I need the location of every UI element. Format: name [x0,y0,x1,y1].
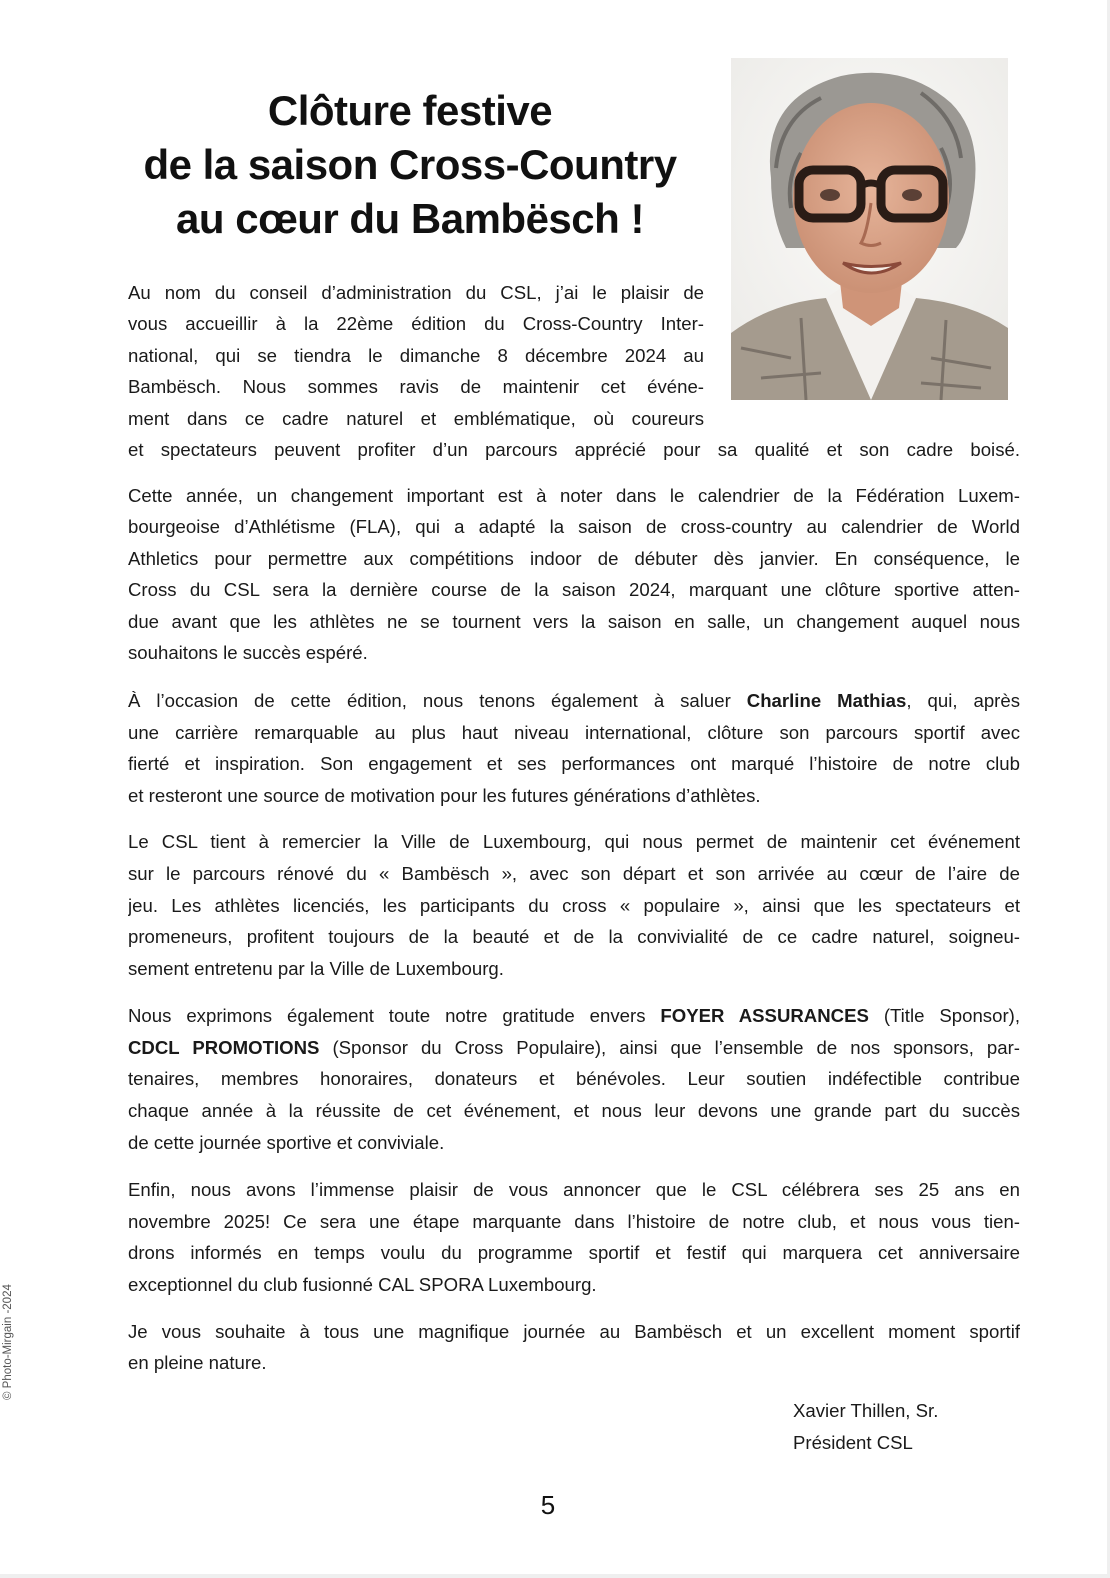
sponsor-name: CDCL PROMOTIONS [128,1037,320,1058]
paragraph-4-line: sur le parcours rénové du « Bambësch », avec son départ et son arrivée au cœur de l’aire de [128,863,1020,884]
paragraph-3-line: et resteront une source de motivation pour les futures générations d’athlètes. [128,785,761,806]
paragraph-5-line: de cette journée sportive et conviviale. [128,1132,445,1153]
text: (Sponsor du Cross Populaire), ainsi que l’ensemble de nos sponsors, par- [319,1037,1020,1058]
paragraph-1-line: Au nom du conseil d’administration du CSL, j’ai le plaisir de [128,282,704,303]
paragraph-1-line: vous accueillir à la 22ème édition du Cross-Country Inter- [128,313,704,334]
sponsor-name: FOYER ASSURANCES [660,1005,869,1026]
paragraph-7-line: en pleine nature. [128,1352,267,1373]
paragraph-6-line: drons informés en temps voulu du programme sportif et festif qui marquera cet anniversaire [128,1242,1020,1263]
paragraph-5-line: tenaires, membres honoraires, donateurs et bénévoles. Leur soutien indéfectible contribue [128,1068,1020,1089]
paragraph-4-line: sement entretenu par la Ville de Luxembourg. [128,958,504,979]
portrait-illustration [731,58,1008,400]
paragraph-4-line: jeu. Les athlètes licenciés, les participants du cross « populaire », ainsi que les spectateurs et [128,895,1020,916]
paragraph-2-line: Cette année, un changement important est à noter dans le calendrier de la Fédération Luxem- [128,485,1020,506]
photo-credit: © Photo-Mirgain -2024 [2,1284,14,1400]
paragraph-6-line: Enfin, nous avons l’immense plaisir de vous annoncer que le CSL célébrera ses 25 ans en [128,1179,1020,1200]
text: , qui, après [906,690,1020,711]
signature-name: Xavier Thillen, Sr. [793,1400,939,1421]
title-line: Clôture festive [267,87,553,134]
page-title [110,84,710,246]
paragraph-5-line [128,1033,1020,1063]
page-number: 5 [540,1490,556,1520]
paragraph-1-line: national, qui se tiendra le dimanche 8 décembre 2024 au [128,345,704,366]
paragraph-4-line: Le CSL tient à remercier la Ville de Luxembourg, qui nous permet de maintenir cet événement [128,831,1020,852]
athlete-name: Charline Mathias [746,690,907,711]
paragraph-2-line: souhaitons le succès espéré. [128,642,368,663]
paragraph-1-line: et spectateurs peuvent profiter d’un parcours apprécié pour sa qualité et son cadre boisé. [128,439,1020,460]
paragraph-7-line: Je vous souhaite à tous une magnifique journée au Bambësch et un excellent moment sportif [128,1321,1020,1342]
text: À l’occasion de cette édition, nous tenons également à saluer [128,690,747,711]
paragraph-2-line: due avant que les athlètes ne se tournent vers la saison en salle, un changement auquel nous [128,611,1020,632]
paragraph-1-line: Bambësch. Nous sommes ravis de maintenir cet événe- [128,376,704,397]
text: (Title Sponsor), [868,1005,1020,1026]
text: Nous exprimons également toute notre gratitude envers [128,1005,661,1026]
paragraph-2-line: bourgeoise d’Athlétisme (FLA), qui a adapté la saison de cross-country au calendrier de World [128,516,1020,537]
title-line: de la saison Cross-Country [143,141,677,188]
paragraph-2-line: Cross du CSL sera la dernière course de la saison 2024, marquant une clôture sportive atten- [128,579,1020,600]
portrait-photo [731,58,1008,400]
title-line: au cœur du Bambësch ! [176,195,644,242]
paragraph-5-line [128,1001,1020,1031]
paragraph-6-line: exceptionnel du club fusionné CAL SPORA Luxembourg. [128,1274,597,1295]
paragraph-4-line: promeneurs, profitent toujours de la beauté et de la convivialité de ce cadre naturel, soigneu- [128,926,1020,947]
signature-role: Président CSL [793,1432,913,1453]
paragraph-2-line: Athletics pour permettre aux compétitions indoor de débuter dès janvier. En conséquence, le [128,548,1020,569]
paragraph-3-line [128,686,1020,716]
paragraph-5-line: chaque année à la réussite de cet événement, et nous leur devons une grande part du succès [128,1100,1020,1121]
paragraph-6-line: novembre 2025! Ce sera une étape marquante dans l’histoire de notre club, et nous vous tien- [128,1211,1020,1232]
paragraph-1-line: ment dans ce cadre naturel et emblématique, où coureurs [128,408,704,429]
paragraph-3-line: fierté et inspiration. Son engagement et ses performances ont marqué l’histoire de notre club [128,753,1020,774]
paragraph-3-line: une carrière remarquable au plus haut niveau international, clôture son parcours sportif avec [128,722,1020,743]
